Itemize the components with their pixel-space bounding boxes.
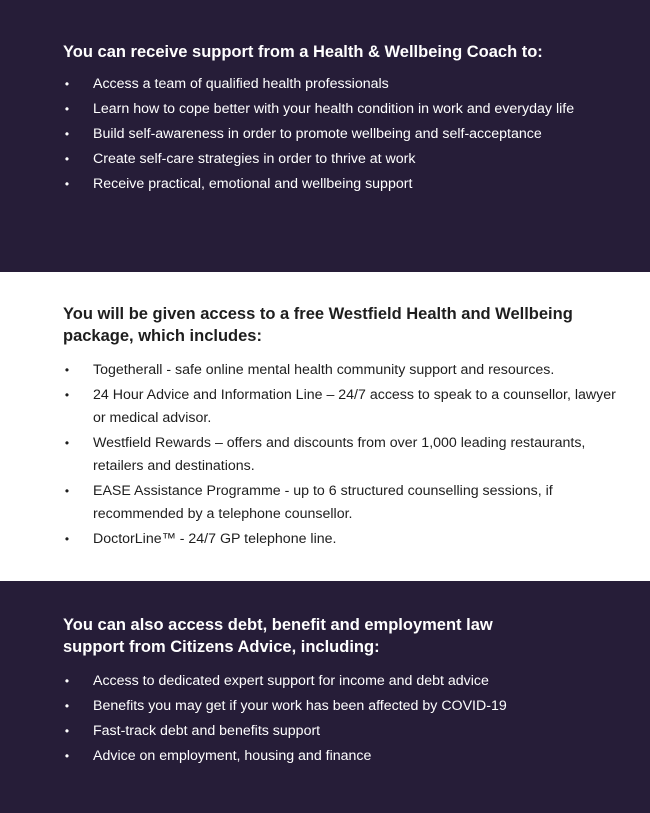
list-item [63, 73, 588, 96]
bullet-icon: • [64, 436, 70, 450]
list-item [63, 359, 623, 382]
list-item [63, 432, 623, 478]
coach-support-section [0, 0, 650, 272]
list-item-text: Receive practical, emotional and wellbeing support [93, 176, 413, 192]
list-item-text: Togetherall - safe online mental health community support and resources. [93, 362, 555, 378]
bullet-icon: • [64, 77, 70, 91]
list-item [63, 480, 623, 526]
bullet-icon: • [64, 388, 70, 402]
bullet-icon: • [64, 699, 70, 713]
coach-support-heading: You can receive support from a Health & Wellbeing Coach to: [63, 43, 543, 61]
westfield-package-heading: You will be given access to a free Westfield Health and Wellbeing package, which includes: [63, 305, 573, 345]
bullet-icon: • [64, 484, 70, 498]
list-item [63, 720, 588, 743]
bullet-icon: • [64, 749, 70, 763]
citizens-advice-section [0, 581, 650, 813]
list-item [63, 695, 588, 718]
bullet-icon: • [64, 127, 70, 141]
list-item-text: Learn how to cope better with your health condition in work and everyday life [93, 101, 575, 117]
bullet-icon: • [64, 532, 70, 546]
list-item [63, 670, 588, 693]
bullet-icon: • [64, 724, 70, 738]
bullet-icon: • [64, 102, 70, 116]
citizens-advice-heading: You can also access debt, benefit and employment law support from Citizens Advice, including: [63, 616, 493, 656]
list-item [63, 745, 588, 768]
list-item [63, 173, 588, 196]
list-item-text: DoctorLine™ - 24/7 GP telephone line. [93, 531, 337, 547]
list-item-text: EASE Assistance Programme - up to 6 structured counselling sessions, if recommended by a telephone counsellor. [93, 483, 553, 522]
coach-support-list [63, 73, 650, 196]
list-item-text: Build self-awareness in order to promote wellbeing and self-acceptance [93, 126, 542, 142]
bullet-icon: • [64, 363, 70, 377]
list-item-text: Benefits you may get if your work has been affected by COVID-19 [93, 698, 507, 714]
bullet-icon: • [64, 674, 70, 688]
list-item [63, 384, 623, 430]
list-item-text: 24 Hour Advice and Information Line – 24/7 access to speak to a counsellor, lawyer or medical advisor. [93, 387, 616, 426]
list-item [63, 98, 588, 121]
citizens-advice-list [63, 670, 650, 768]
list-item-text: Westfield Rewards – offers and discounts from over 1,000 leading restaurants, retailers and destinations. [93, 435, 586, 474]
westfield-package-list [63, 359, 650, 551]
list-item-text: Advice on employment, housing and finance [93, 748, 372, 764]
list-item [63, 528, 623, 551]
bullet-icon: • [64, 152, 70, 166]
list-item [63, 123, 588, 146]
bullet-icon: • [64, 177, 70, 191]
list-item-text: Access a team of qualified health professionals [93, 76, 389, 92]
westfield-package-section [0, 272, 650, 581]
list-item [63, 148, 588, 171]
list-item-text: Create self-care strategies in order to thrive at work [93, 151, 416, 167]
list-item-text: Access to dedicated expert support for income and debt advice [93, 673, 489, 689]
list-item-text: Fast-track debt and benefits support [93, 723, 321, 739]
